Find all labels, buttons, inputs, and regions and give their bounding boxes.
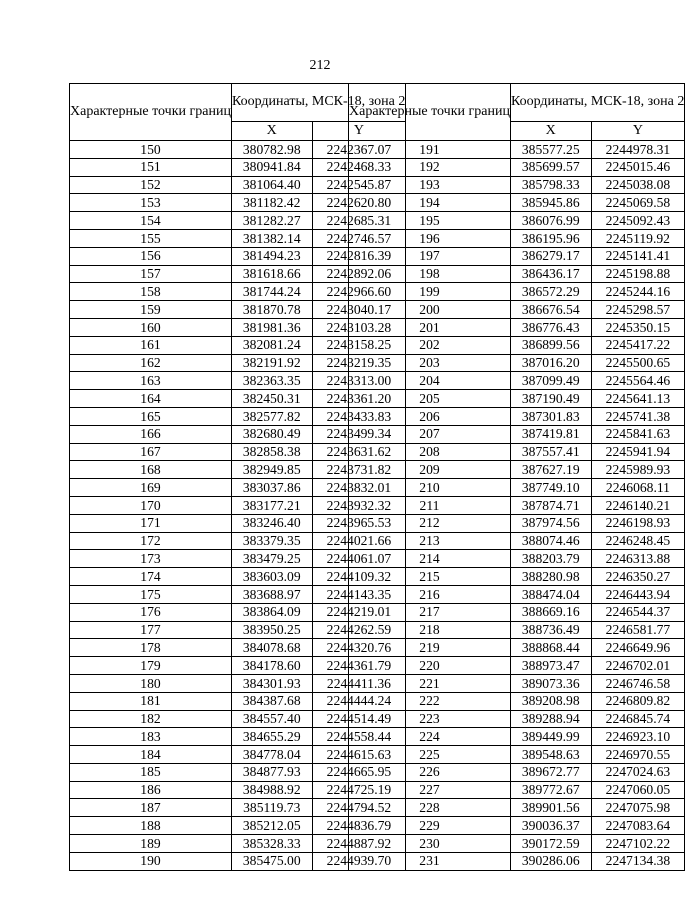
x-coordinate: 389208.98 [510, 692, 591, 710]
y-coordinate: 2243731.82 [312, 461, 406, 479]
y-coordinate: 2245244.16 [591, 283, 685, 301]
y-coordinate: 2242746.57 [312, 229, 406, 247]
x-coordinate: 382191.92 [231, 354, 312, 372]
y-coordinate: 2245141.41 [591, 247, 685, 265]
point-number: 230 [349, 835, 511, 853]
x-coordinate: 386899.56 [510, 336, 591, 354]
x-coordinate: 385475.00 [231, 852, 312, 870]
x-coordinate: 387749.10 [510, 479, 591, 497]
point-number: 194 [349, 194, 511, 212]
y-coordinate: 2245941.94 [591, 443, 685, 461]
x-coordinate: 381870.78 [231, 301, 312, 319]
y-coordinate: 2243361.20 [312, 390, 406, 408]
point-number: 218 [349, 621, 511, 639]
y-coordinate: 2243219.35 [312, 354, 406, 372]
x-coordinate: 388736.49 [510, 621, 591, 639]
point-number: 211 [349, 496, 511, 514]
point-number: 223 [349, 710, 511, 728]
point-number: 180 [70, 674, 232, 692]
y-coordinate: 2244219.01 [312, 603, 406, 621]
x-coordinate: 382450.31 [231, 390, 312, 408]
point-number: 208 [349, 443, 511, 461]
point-number: 151 [70, 158, 232, 176]
y-coordinate: 2243932.32 [312, 496, 406, 514]
x-coordinate: 382577.82 [231, 407, 312, 425]
table-row [349, 372, 685, 390]
header-boundary-points: Характерные точки границ [349, 84, 511, 141]
point-number: 199 [349, 283, 511, 301]
point-number: 163 [70, 372, 232, 390]
point-number: 153 [70, 194, 232, 212]
point-number: 167 [70, 443, 232, 461]
x-coordinate: 381282.27 [231, 212, 312, 230]
point-number: 221 [349, 674, 511, 692]
x-coordinate: 383864.09 [231, 603, 312, 621]
table-row [349, 265, 685, 283]
x-coordinate: 385945.86 [510, 194, 591, 212]
y-coordinate: 2247102.22 [591, 835, 685, 853]
y-coordinate: 2245989.93 [591, 461, 685, 479]
header-coordinates: Координаты, МСК-18, зона 2 [231, 84, 405, 122]
table-row [349, 425, 685, 443]
x-coordinate: 383479.25 [231, 550, 312, 568]
point-number: 169 [70, 479, 232, 497]
table-row [349, 514, 685, 532]
x-coordinate: 388074.46 [510, 532, 591, 550]
x-coordinate: 383688.97 [231, 585, 312, 603]
point-number: 206 [349, 407, 511, 425]
y-coordinate: 2246068.11 [591, 479, 685, 497]
y-coordinate: 2246198.93 [591, 514, 685, 532]
page-number: 212 [309, 58, 331, 73]
y-coordinate: 2243631.62 [312, 443, 406, 461]
point-number: 191 [349, 141, 511, 159]
x-coordinate: 388203.79 [510, 550, 591, 568]
x-coordinate: 382680.49 [231, 425, 312, 443]
y-coordinate: 2246350.27 [591, 568, 685, 586]
point-number: 207 [349, 425, 511, 443]
point-number: 195 [349, 212, 511, 230]
y-coordinate: 2243832.01 [312, 479, 406, 497]
y-coordinate: 2245119.92 [591, 229, 685, 247]
x-coordinate: 383603.09 [231, 568, 312, 586]
y-coordinate: 2246313.88 [591, 550, 685, 568]
x-coordinate: 386572.29 [510, 283, 591, 301]
point-number: 157 [70, 265, 232, 283]
table-row [349, 852, 685, 870]
x-coordinate: 388973.47 [510, 657, 591, 675]
table-row [349, 692, 685, 710]
y-coordinate: 2247024.63 [591, 763, 685, 781]
table-row [349, 835, 685, 853]
y-coordinate: 2243040.17 [312, 301, 406, 319]
x-coordinate: 384778.04 [231, 746, 312, 764]
table-row [349, 141, 685, 159]
point-number: 202 [349, 336, 511, 354]
y-coordinate: 2242816.39 [312, 247, 406, 265]
y-coordinate: 2245841.63 [591, 425, 685, 443]
point-number: 186 [70, 781, 232, 799]
table-row [349, 336, 685, 354]
y-coordinate: 2244262.59 [312, 621, 406, 639]
x-coordinate: 390036.37 [510, 817, 591, 835]
x-coordinate: 384988.92 [231, 781, 312, 799]
table-row [349, 407, 685, 425]
x-coordinate: 386279.17 [510, 247, 591, 265]
y-coordinate: 2246140.21 [591, 496, 685, 514]
table-row [349, 817, 685, 835]
table-row [349, 176, 685, 194]
y-coordinate: 2244021.66 [312, 532, 406, 550]
y-coordinate: 2242367.07 [312, 141, 406, 159]
point-number: 215 [349, 568, 511, 586]
point-number: 198 [349, 265, 511, 283]
x-coordinate: 389288.94 [510, 710, 591, 728]
y-coordinate: 2247083.64 [591, 817, 685, 835]
y-coordinate: 2247060.05 [591, 781, 685, 799]
x-coordinate: 384178.60 [231, 657, 312, 675]
x-coordinate: 389548.63 [510, 746, 591, 764]
y-coordinate: 2246809.82 [591, 692, 685, 710]
x-coordinate: 390286.06 [510, 852, 591, 870]
point-number: 200 [349, 301, 511, 319]
point-number: 224 [349, 728, 511, 746]
point-number: 156 [70, 247, 232, 265]
y-coordinate: 2244411.36 [312, 674, 406, 692]
table-row [349, 212, 685, 230]
x-coordinate: 387099.49 [510, 372, 591, 390]
x-coordinate: 384655.29 [231, 728, 312, 746]
x-coordinate: 385119.73 [231, 799, 312, 817]
point-number: 210 [349, 479, 511, 497]
y-coordinate: 2244320.76 [312, 639, 406, 657]
x-coordinate: 387627.19 [510, 461, 591, 479]
header-y: Y [312, 122, 406, 141]
x-coordinate: 389449.99 [510, 728, 591, 746]
point-number: 219 [349, 639, 511, 657]
header-x: X [510, 122, 591, 141]
header-y: Y [591, 122, 685, 141]
x-coordinate: 385699.57 [510, 158, 591, 176]
point-number: 229 [349, 817, 511, 835]
y-coordinate: 2247075.98 [591, 799, 685, 817]
y-coordinate: 2244143.35 [312, 585, 406, 603]
table-row [349, 194, 685, 212]
x-coordinate: 388474.04 [510, 585, 591, 603]
point-number: 231 [349, 852, 511, 870]
y-coordinate: 2245350.15 [591, 318, 685, 336]
x-coordinate: 381744.24 [231, 283, 312, 301]
x-coordinate: 387874.71 [510, 496, 591, 514]
point-number: 181 [70, 692, 232, 710]
x-coordinate: 380782.98 [231, 141, 312, 159]
x-coordinate: 387419.81 [510, 425, 591, 443]
point-number: 216 [349, 585, 511, 603]
x-coordinate: 387190.49 [510, 390, 591, 408]
x-coordinate: 381182.42 [231, 194, 312, 212]
y-coordinate: 2243433.83 [312, 407, 406, 425]
point-number: 177 [70, 621, 232, 639]
table-row [349, 621, 685, 639]
y-coordinate: 2246649.96 [591, 639, 685, 657]
point-number: 179 [70, 657, 232, 675]
x-coordinate: 389772.67 [510, 781, 591, 799]
point-number: 166 [70, 425, 232, 443]
point-number: 193 [349, 176, 511, 194]
x-coordinate: 387557.41 [510, 443, 591, 461]
x-coordinate: 386195.96 [510, 229, 591, 247]
table-row [349, 283, 685, 301]
point-number: 213 [349, 532, 511, 550]
y-coordinate: 2244665.95 [312, 763, 406, 781]
x-coordinate: 384301.93 [231, 674, 312, 692]
x-coordinate: 381382.14 [231, 229, 312, 247]
y-coordinate: 2244887.92 [312, 835, 406, 853]
y-coordinate: 2244558.44 [312, 728, 406, 746]
y-coordinate: 2246443.94 [591, 585, 685, 603]
y-coordinate: 2243965.53 [312, 514, 406, 532]
point-number: 164 [70, 390, 232, 408]
x-coordinate: 383246.40 [231, 514, 312, 532]
point-number: 190 [70, 852, 232, 870]
point-number: 220 [349, 657, 511, 675]
y-coordinate: 2245641.13 [591, 390, 685, 408]
x-coordinate: 385212.05 [231, 817, 312, 835]
y-coordinate: 2244794.52 [312, 799, 406, 817]
y-coordinate: 2246845.74 [591, 710, 685, 728]
x-coordinate: 382081.24 [231, 336, 312, 354]
table-row [349, 158, 685, 176]
point-number: 205 [349, 390, 511, 408]
y-coordinate: 2245092.43 [591, 212, 685, 230]
table-row [349, 247, 685, 265]
table-row [349, 657, 685, 675]
y-coordinate: 2244978.31 [591, 141, 685, 159]
table-row [349, 354, 685, 372]
x-coordinate: 386776.43 [510, 318, 591, 336]
point-number: 162 [70, 354, 232, 372]
table-row [349, 746, 685, 764]
table-body-right [349, 141, 685, 871]
point-number: 222 [349, 692, 511, 710]
x-coordinate: 387974.56 [510, 514, 591, 532]
point-number: 185 [70, 763, 232, 781]
table-row [349, 229, 685, 247]
y-coordinate: 2246702.01 [591, 657, 685, 675]
point-number: 188 [70, 817, 232, 835]
x-coordinate: 385328.33 [231, 835, 312, 853]
point-number: 155 [70, 229, 232, 247]
point-number: 182 [70, 710, 232, 728]
table-row [349, 710, 685, 728]
point-number: 150 [70, 141, 232, 159]
point-number: 209 [349, 461, 511, 479]
x-coordinate: 386436.17 [510, 265, 591, 283]
point-number: 197 [349, 247, 511, 265]
table-row [349, 585, 685, 603]
table-row [349, 603, 685, 621]
point-number: 201 [349, 318, 511, 336]
point-number: 226 [349, 763, 511, 781]
x-coordinate: 389901.56 [510, 799, 591, 817]
y-coordinate: 2244061.07 [312, 550, 406, 568]
point-number: 196 [349, 229, 511, 247]
x-coordinate: 383037.86 [231, 479, 312, 497]
y-coordinate: 2243158.25 [312, 336, 406, 354]
y-coordinate: 2242966.60 [312, 283, 406, 301]
point-number: 171 [70, 514, 232, 532]
y-coordinate: 2247134.38 [591, 852, 685, 870]
y-coordinate: 2245564.46 [591, 372, 685, 390]
point-number: 161 [70, 336, 232, 354]
point-number: 154 [70, 212, 232, 230]
x-coordinate: 381064.40 [231, 176, 312, 194]
point-number: 204 [349, 372, 511, 390]
header-x: X [231, 122, 312, 141]
x-coordinate: 386676.54 [510, 301, 591, 319]
point-number: 174 [70, 568, 232, 586]
y-coordinate: 2245298.57 [591, 301, 685, 319]
x-coordinate: 382949.85 [231, 461, 312, 479]
y-coordinate: 2242892.06 [312, 265, 406, 283]
y-coordinate: 2246746.58 [591, 674, 685, 692]
point-number: 176 [70, 603, 232, 621]
y-coordinate: 2242685.31 [312, 212, 406, 230]
header-coordinates: Координаты, МСК-18, зона 2 [510, 84, 684, 122]
y-coordinate: 2245741.38 [591, 407, 685, 425]
x-coordinate: 381494.23 [231, 247, 312, 265]
y-coordinate: 2244615.63 [312, 746, 406, 764]
y-coordinate: 2244109.32 [312, 568, 406, 586]
point-number: 183 [70, 728, 232, 746]
y-coordinate: 2245038.08 [591, 176, 685, 194]
x-coordinate: 383177.21 [231, 496, 312, 514]
table-row [349, 728, 685, 746]
y-coordinate: 2244836.79 [312, 817, 406, 835]
y-coordinate: 2246248.45 [591, 532, 685, 550]
point-number: 227 [349, 781, 511, 799]
y-coordinate: 2245015.46 [591, 158, 685, 176]
y-coordinate: 2246544.37 [591, 603, 685, 621]
table-row [349, 763, 685, 781]
y-coordinate: 2245500.65 [591, 354, 685, 372]
point-number: 175 [70, 585, 232, 603]
y-coordinate: 2244725.19 [312, 781, 406, 799]
y-coordinate: 2242468.33 [312, 158, 406, 176]
point-number: 228 [349, 799, 511, 817]
point-number: 165 [70, 407, 232, 425]
point-number: 217 [349, 603, 511, 621]
x-coordinate: 389672.77 [510, 763, 591, 781]
x-coordinate: 385798.33 [510, 176, 591, 194]
point-number: 152 [70, 176, 232, 194]
y-coordinate: 2245198.88 [591, 265, 685, 283]
table-row [349, 301, 685, 319]
y-coordinate: 2243499.34 [312, 425, 406, 443]
table-row [349, 461, 685, 479]
table-row [349, 390, 685, 408]
y-coordinate: 2242545.87 [312, 176, 406, 194]
point-number: 214 [349, 550, 511, 568]
point-number: 212 [349, 514, 511, 532]
table-row [349, 532, 685, 550]
table-row [349, 496, 685, 514]
y-coordinate: 2246581.77 [591, 621, 685, 639]
y-coordinate: 2244514.49 [312, 710, 406, 728]
point-number: 173 [70, 550, 232, 568]
x-coordinate: 385577.25 [510, 141, 591, 159]
point-number: 187 [70, 799, 232, 817]
y-coordinate: 2246970.55 [591, 746, 685, 764]
point-number: 160 [70, 318, 232, 336]
y-coordinate: 2246923.10 [591, 728, 685, 746]
x-coordinate: 386076.99 [510, 212, 591, 230]
point-number: 170 [70, 496, 232, 514]
x-coordinate: 387016.20 [510, 354, 591, 372]
y-coordinate: 2244361.79 [312, 657, 406, 675]
x-coordinate: 382858.38 [231, 443, 312, 461]
x-coordinate: 383950.25 [231, 621, 312, 639]
x-coordinate: 387301.83 [510, 407, 591, 425]
table-row [349, 639, 685, 657]
table-row [349, 479, 685, 497]
point-number: 168 [70, 461, 232, 479]
table-row [349, 674, 685, 692]
y-coordinate: 2245417.22 [591, 336, 685, 354]
x-coordinate: 389073.36 [510, 674, 591, 692]
x-coordinate: 384387.68 [231, 692, 312, 710]
x-coordinate: 381618.66 [231, 265, 312, 283]
y-coordinate: 2242620.80 [312, 194, 406, 212]
header-boundary-points: Характерные точки границ [70, 84, 232, 141]
y-coordinate: 2244939.70 [312, 852, 406, 870]
x-coordinate: 384078.68 [231, 639, 312, 657]
table-row [349, 550, 685, 568]
point-number: 159 [70, 301, 232, 319]
x-coordinate: 380941.84 [231, 158, 312, 176]
y-coordinate: 2245069.58 [591, 194, 685, 212]
x-coordinate: 384557.40 [231, 710, 312, 728]
x-coordinate: 383379.35 [231, 532, 312, 550]
table-row [349, 443, 685, 461]
x-coordinate: 388669.16 [510, 603, 591, 621]
table-row [349, 568, 685, 586]
point-number: 225 [349, 746, 511, 764]
point-number: 192 [349, 158, 511, 176]
y-coordinate: 2244444.24 [312, 692, 406, 710]
y-coordinate: 2243313.00 [312, 372, 406, 390]
x-coordinate: 390172.59 [510, 835, 591, 853]
table-row [349, 318, 685, 336]
x-coordinate: 381981.36 [231, 318, 312, 336]
x-coordinate: 384877.93 [231, 763, 312, 781]
x-coordinate: 388280.98 [510, 568, 591, 586]
point-number: 172 [70, 532, 232, 550]
table-row [349, 799, 685, 817]
point-number: 158 [70, 283, 232, 301]
point-number: 189 [70, 835, 232, 853]
point-number: 184 [70, 746, 232, 764]
x-coordinate: 382363.35 [231, 372, 312, 390]
point-number: 203 [349, 354, 511, 372]
x-coordinate: 388868.44 [510, 639, 591, 657]
table-row [349, 781, 685, 799]
point-number: 178 [70, 639, 232, 657]
y-coordinate: 2243103.28 [312, 318, 406, 336]
coordinates-table-right [348, 83, 685, 871]
